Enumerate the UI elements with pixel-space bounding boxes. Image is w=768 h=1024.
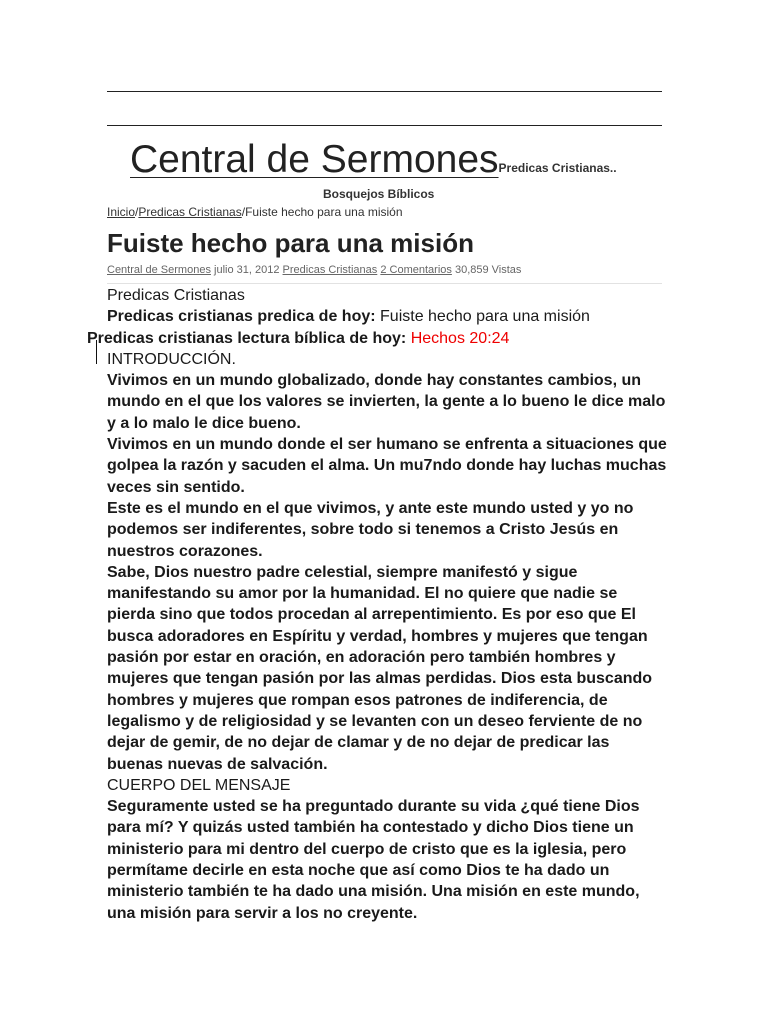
site-header <box>130 138 617 182</box>
intro-paragraph: Vivimos en un mundo donde el ser humano se enfrenta a situaciones que golpea la razón y sacuden el alma. Un mu7ndo donde hay luchas muchas veces sin sentido. <box>107 436 667 496</box>
author-link[interactable]: Central de Sermones <box>107 264 211 276</box>
site-title-link[interactable]: Central de Sermones <box>130 138 499 181</box>
breadcrumb <box>107 205 403 219</box>
top-rule <box>107 91 662 92</box>
body-paragraph: Seguramente usted se ha preguntado durante su vida ¿qué tiene Dios para mí? Y quizás usted también ha contestado y dicho Dios tiene un ministerio para mi dentro del cuerpo de cristo que es la iglesia, pero permítame decirle en esta noche que así como Dios te ha dado un ministerio también te ha dado una misión. Una misión en este mundo, una misión para servir a los no creyente. <box>107 798 640 922</box>
reading-value: Hechos 20:24 <box>410 329 510 347</box>
site-tagline-2: Bosquejos Bíblicos <box>323 187 435 201</box>
meta-divider <box>107 283 662 284</box>
sermon-line <box>107 306 667 327</box>
sermon-label: Predicas cristianas predica de hoy: <box>107 308 376 326</box>
reading-line <box>87 328 667 349</box>
sermon-value: Fuiste hecho para una misión <box>380 308 590 326</box>
view-count: 30,859 Vistas <box>454 264 522 276</box>
breadcrumb-current: Fuiste hecho para una misión <box>245 205 403 219</box>
reading-label: Predicas cristianas lectura bíblica de hoy: <box>87 329 407 347</box>
intro-paragraph: Sabe, Dios nuestro padre celestial, siempre manifestó y sigue manifestando su amor por la humanidad. El no quiere que nadie se pierda sino que todos procedan al arrepentimiento. Es por eso que El busca adoradores en Espíritu y verdad, hombres y mujeres que tengan pasión por estar en oración, en adoración pero también hombres y mujeres que tengan pasión por las almas perdidas. Dios esta buscando hombres y mujeres que rompan esos patrones de indiferencia, de legalismo y de religiosidad y se levanten con un deseo ferviente de no dejar de gemir, de no dejar de clamar y de no dejar de predicar las buenas nuevas de salvación. <box>107 563 653 773</box>
breadcrumb-home-link[interactable]: Inicio <box>107 205 136 219</box>
site-tagline-1: Predicas Cristianas.. <box>498 161 617 175</box>
body-heading: CUERPO DEL MENSAJE <box>107 776 291 794</box>
intro-paragraph: Vivimos en un mundo globalizado, donde hay constantes cambios, un mundo en el que los valores se invierten, la gente a lo bueno le dice malo y a lo malo le dice bueno. <box>107 372 666 432</box>
category-line: Predicas Cristianas <box>107 287 245 304</box>
post-date: julio 31, 2012 <box>214 264 280 276</box>
article-meta <box>107 264 521 276</box>
category-link[interactable]: Predicas Cristianas <box>282 264 378 276</box>
breadcrumb-category-link[interactable]: Predicas Cristianas <box>138 205 242 219</box>
second-rule <box>107 125 662 126</box>
breadcrumb-separator: / <box>135 205 139 219</box>
intro-heading: INTRODUCCIÓN. <box>107 350 236 368</box>
breadcrumb-separator: / <box>241 205 246 219</box>
article-body <box>87 285 667 924</box>
comments-link[interactable]: 2 Comentarios <box>380 264 452 276</box>
intro-paragraph: Este es el mundo en el que vivimos, y ante este mundo usted y yo no podemos ser indiferentes, sobre todo si tenemos a Cristo Jesús en nuestros corazones. <box>107 499 634 560</box>
article-title: Fuiste hecho para una misión <box>107 228 474 258</box>
